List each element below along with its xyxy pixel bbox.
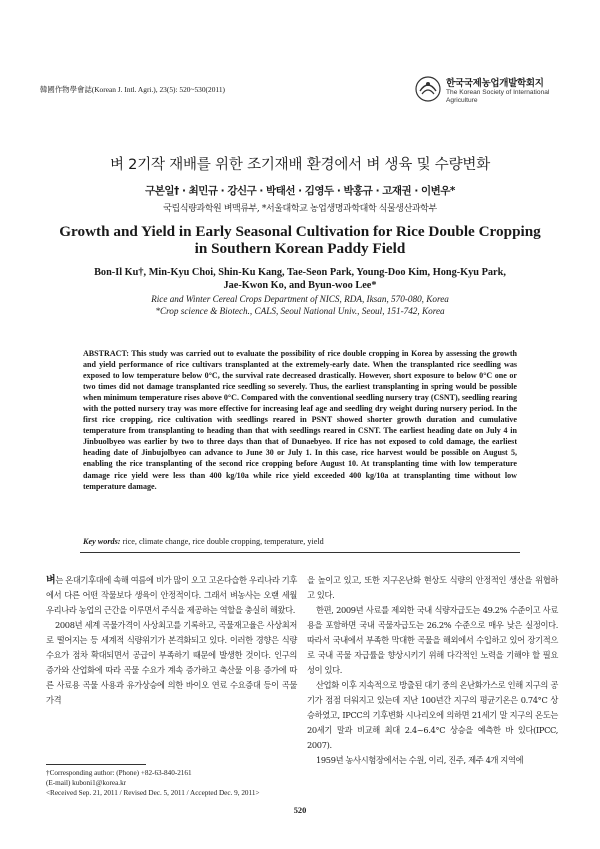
journal-reference: 韓國作物學會誌(Korean J. Intl. Agri.), 23(5): 520~530(2011) bbox=[40, 85, 225, 94]
section-divider bbox=[80, 552, 520, 553]
body-column-right bbox=[307, 573, 558, 768]
keywords-label: Key words: bbox=[83, 537, 121, 546]
body-paragraph bbox=[46, 573, 297, 618]
society-name-en bbox=[446, 89, 566, 105]
affiliation-korean: 국립식량과학원 벼맥류부, *서울대학교 농업생명과학대학 식물생산과학부 bbox=[163, 204, 437, 214]
society-name-en-line1: The Korean Society of International bbox=[446, 89, 550, 96]
title-english-line1: Growth and Yield in Early Seasonal Cultivation for Rice Double Cropping bbox=[59, 223, 541, 240]
footnote-divider bbox=[46, 764, 146, 765]
body-column-left bbox=[46, 573, 297, 708]
abstract-text: This study was carried out to evaluate the possibility of rice double cropping in Korea by assessing the growth and yield performance of rice cultivars transplanted at the extremely-early date. When the transplanted rice seedling was exposed to low temperature below 0°C, the survival rate decreased drastically. However, short exposure to below 0°C one or two times did not damage transplanted rice seedling so severely. Thus, the earliest transplanting in spring would be possible when minimum temperature rises above 0°C. Compared with the conventional seedling nursery tray (CSNT), seedling rearing with the potted nursery tray was more effective for increasing leaf age and seedling dry weight during nursery period. In the first rice cropping, rice cultivation with seedlings reared in PSNT showed shorter growth duration and cumulative temperature from transplanting to heading than that with seedlings reared in CSNT. The earliest heading date on July 4 in Jinbuolbyeo was earlier by two to three days than that of Dunaebyeo. If rice has not exposed to cold damage, the earliest heading date of Jinbujolbyeo can advance to June 30 or July 1. In this case, rice harvest would be possible on August 5, enabling the rice transplanting of the second rice cropping before August 10. At transplanting time with low temperature damage rice yield were less than 400 kg/10a while rice yield exceeded 400 kg/10a at transplanting time without low temperature damage. bbox=[83, 349, 517, 491]
body-paragraph: 을 높이고 있고, 또한 지구온난화 현상도 식량의 안정적인 생산을 위협하고 있다. bbox=[307, 575, 558, 600]
society-name-en-line2: Agriculture bbox=[446, 97, 478, 104]
footnote-email: (E-mail) kuboni1@korea.kr bbox=[46, 779, 127, 787]
abstract bbox=[83, 348, 517, 492]
society-emblem-icon bbox=[414, 74, 442, 104]
abstract-label: ABSTRACT: bbox=[83, 349, 129, 358]
society-name-ko: 한국국제농업개발학회지 bbox=[446, 78, 544, 89]
drop-cap: 벼 bbox=[46, 575, 56, 586]
footnote-received-dates: <Received Sep. 21, 2011 / Revised Dec. 5, 2011 / Accepted Dec. 9, 2011> bbox=[46, 789, 260, 797]
keywords bbox=[83, 537, 517, 546]
footnote-corresponding-author: †Corresponding author: (Phone) +82-63-840-2161 bbox=[46, 769, 192, 777]
authors-korean: 구본일† · 최민규 · 강신구 · 박태선 · 김영두 · 박홍규 · 고재권 · 이변우* bbox=[145, 185, 455, 197]
page-number: 520 bbox=[293, 806, 307, 815]
affiliation-english-line1: Rice and Winter Cereal Crops Department of NICS, RDA, Iksan, 570-080, Korea bbox=[151, 294, 449, 304]
authors-english-line1: Bon-Il Ku†, Min-Kyu Choi, Shin-Ku Kang, Tae-Seon Park, Young-Doo Kim, Hong-Kyu Park, bbox=[94, 267, 506, 278]
title-korean: 벼 2기작 재배를 위한 조기재배 환경에서 벼 생육 및 수량변화 bbox=[109, 157, 491, 173]
authors-english-line2: Jae-Kwon Ko, and Byun-woo Lee* bbox=[223, 280, 377, 291]
body-paragraph: 산업화 이후 지속적으로 방출된 대기 중의 온난화가스로 인해 지구의 공기가 점점 더워지고 있는데 지난 100년간 지구의 평균기온은 0.74°C 상승하였고, IPCC의 기후변화 시나리오에 의하면 21세기 말 지구의 온도는 20세기 말과 비교해 최대 2.4~6.4°C 상승을 예측한 바 있다(IPCC, 2007). bbox=[307, 680, 558, 750]
keywords-text: rice, climate change, rice double cropping, temperature, yield bbox=[120, 537, 324, 546]
society-logo bbox=[414, 72, 574, 112]
affiliation-english bbox=[0, 293, 600, 317]
authors-english bbox=[0, 266, 600, 292]
body-paragraph: 1959년 농사시험장에서는 수원, 이리, 진주, 제주 4개 지역에 bbox=[316, 755, 524, 765]
body-paragraph: 한편, 2009년 사료를 제외한 국내 식량자급도는 49.2% 수준이고 사료용을 포함하면 국내 곡물자급도는 26.2% 수준으로 매우 낮은 실정이다. 따라서 국내에서 부족한 막대한 곡물을 해외에서 수입하고 있어 장기적으로 국내 곡물 자급률을 향상시키기 위해 다각적인 노력을 기해야 할 필요성이 있다. bbox=[307, 605, 558, 675]
affiliation-english-line2: *Crop science & Biotech., CALS, Seoul National Univ., Seoul, 151-742, Korea bbox=[155, 306, 445, 316]
title-english-line2: in Southern Korean Paddy Field bbox=[194, 240, 406, 257]
title-english bbox=[0, 223, 600, 257]
footnote bbox=[46, 768, 306, 798]
body-text: 는 온대기후대에 속해 여름에 비가 많이 오고 고온다습한 우리나라 기후에서 다른 어떤 작물보다 생육이 안정적이다. 그래서 벼농사는 오랜 세월 우리나라 농업의 근간을 이루면서 주식을 제공하는 역할을 충실히 해왔다. bbox=[46, 575, 297, 615]
body-paragraph: 2008년 세계 곡물가격이 사상최고를 기록하고, 곡물재고율은 사상최저로 떨어지는 등 세계적 식량위기가 본격화되고 있다. 이러한 경향은 식량수요가 점차 확대되면서 공급이 부족하기 때문에 발생한 것이다. 인구의 증가와 산업화에 따라 곡물 수요가 계속 증가하고 축산물 이용 증가에 따른 사료용 곡물 사용과 유가상승에 의한 바이오 연료 수요증대 등이 곡물 가격 bbox=[46, 620, 297, 705]
